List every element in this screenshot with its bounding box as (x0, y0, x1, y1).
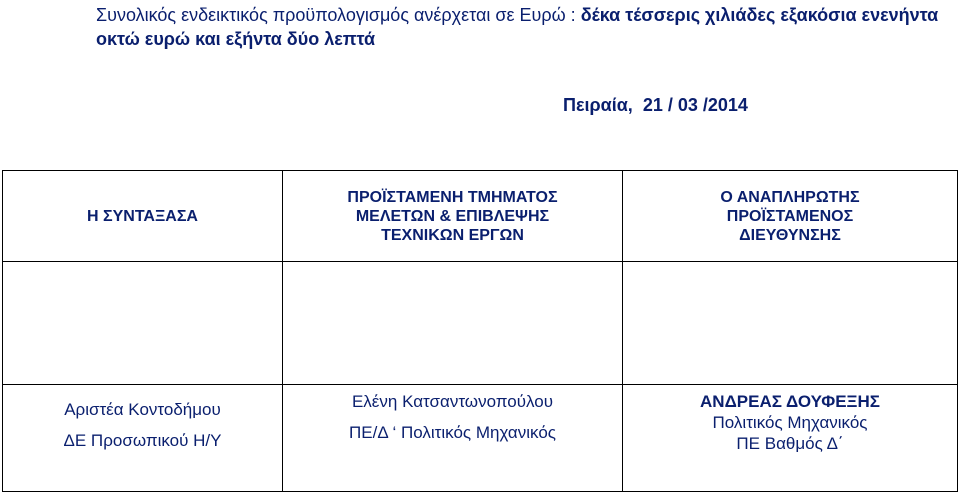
composer-name: Αριστέα Κοντοδήμου (64, 400, 221, 419)
budget-amount-words: δέκα τέσσερις χιλιάδες εξακόσια ενενήντα οκτώ ευρώ και εξήντα δύο λεπτά (96, 5, 939, 49)
head-dept-name-cell (283, 385, 623, 492)
head-dept-signature-space (283, 262, 623, 385)
deputy-director-title-line1: Ο ΑΝΑΠΛΗΡΩΤΗΣ (720, 188, 860, 206)
document-date: Πειραία, 21 / 03 /2014 (563, 95, 748, 115)
deputy-director-name: ΑΝΔΡΕΑΣ ΔΟΥΦΕΞΗΣ (700, 392, 880, 411)
composer-title-cell (3, 171, 283, 262)
budget-summary-prefix: Συνολικός ενδεικτικός προϋπολογισμός ανέρχεται σε Ευρώ : (96, 5, 581, 25)
head-dept-name: Ελένη Κατσαντωνοπούλου (351, 392, 554, 411)
composer-title: Η ΣΥΝΤΑΞΑΣΑ (87, 207, 198, 225)
composer-name-cell (3, 385, 283, 492)
deputy-director-name-cell (623, 385, 958, 492)
head-dept-title-line1: ΠΡΟΪΣΤΑΜΕΝΗ ΤΜΗΜΑΤΟΣ (347, 188, 558, 206)
signature-space-row (3, 262, 958, 385)
budget-summary (96, 3, 946, 51)
head-dept-position: ΠΕ/Δ ‘ Πολιτικός Μηχανικός (349, 423, 556, 442)
signatures-table (2, 170, 958, 492)
deputy-director-title-line3: ΔΙΕΥΘΥΝΣΗΣ (739, 226, 841, 244)
deputy-director-signature-space (623, 262, 958, 385)
deputy-director-position-line2: ΠΕ Βαθμός Δ΄ (736, 434, 844, 453)
deputy-director-title-line2: ΠΡΟΪΣΤΑΜΕΝΟΣ (726, 207, 854, 225)
composer-position: ΔΕ Προσωπικού Η/Υ (63, 431, 222, 450)
signatures-title-row (3, 171, 958, 262)
signatures-name-row (3, 385, 958, 492)
head-dept-title-line2: ΜΕΛΕΤΩΝ & ΕΠΙΒΛΕΨΗΣ (355, 207, 550, 225)
deputy-director-title-cell (623, 171, 958, 262)
composer-signature-space (3, 262, 283, 385)
head-dept-title-cell (283, 171, 623, 262)
deputy-director-position-line1: Πολιτικός Μηχανικός (712, 413, 868, 432)
head-dept-title-line3: ΤΕΧΝΙΚΩΝ ΕΡΓΩΝ (381, 226, 524, 244)
